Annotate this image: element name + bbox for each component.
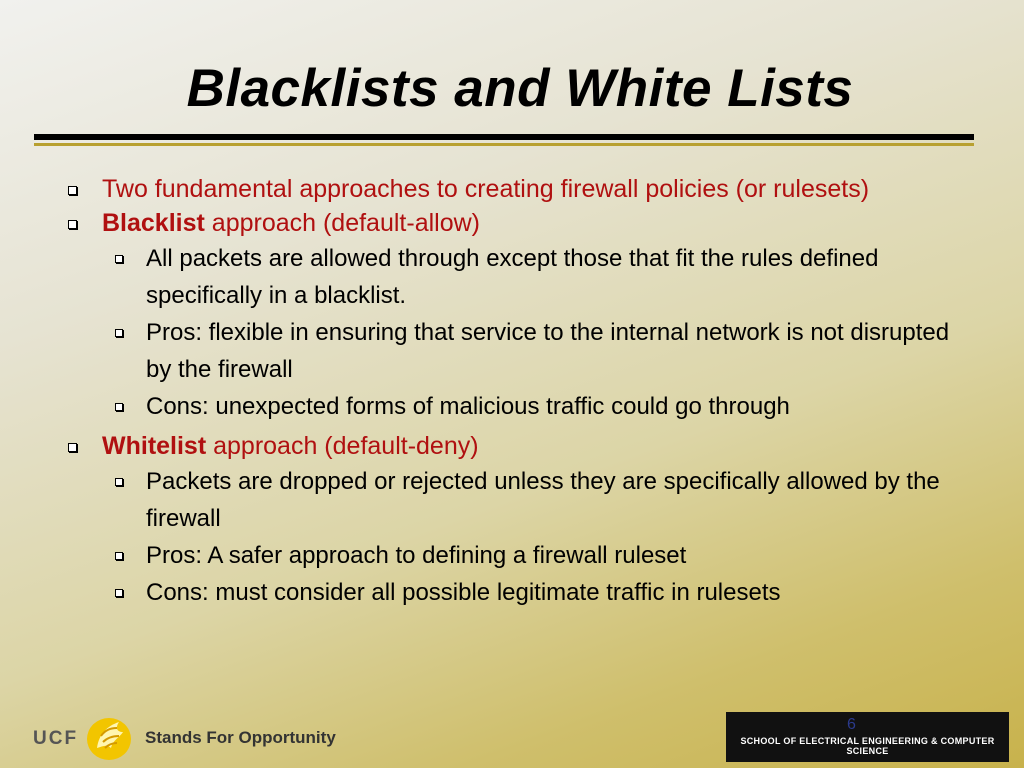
sub-bullet xyxy=(60,463,960,537)
school-banner xyxy=(726,712,1009,762)
sub-bullet xyxy=(60,574,960,611)
square-bullet-icon xyxy=(115,589,123,597)
title-rule-thick xyxy=(34,134,974,140)
bullet-text: approach (default-deny) xyxy=(206,432,479,460)
bullet-keyword: Blacklist xyxy=(102,209,205,237)
bullet-intro xyxy=(60,172,960,206)
sub-bullet xyxy=(60,537,960,574)
bullet-text: approach (default-allow) xyxy=(204,209,480,237)
sub-bullet-text: Cons: unexpected forms of malicious traffic could go through xyxy=(146,393,790,420)
bullet-whitelist xyxy=(60,429,960,463)
square-bullet-icon xyxy=(68,186,77,195)
bullet-keyword: Whitelist xyxy=(102,432,207,460)
sub-bullet-text: Pros: flexible in ensuring that service to the internal network is not disrupted by the firewall xyxy=(146,319,950,383)
sub-bullet-text: All packets are allowed through except those that fit the rules defined specifically in a blacklist. xyxy=(146,245,879,309)
ucf-logo-text: UCF xyxy=(33,728,79,749)
slide-title: Blacklists and White Lists xyxy=(186,59,854,118)
sub-bullet-text: Cons: must consider all possible legitimate traffic in rulesets xyxy=(146,579,781,606)
sub-bullet-text: Pros: A safer approach to defining a firewall ruleset xyxy=(146,542,687,569)
pegasus-icon xyxy=(83,712,135,762)
tagline: Stands For Opportunity xyxy=(145,728,336,747)
bullet-text: Two fundamental approaches to creating firewall policies (or rulesets) xyxy=(102,175,870,203)
sub-bullet xyxy=(60,240,960,314)
square-bullet-icon xyxy=(115,329,123,337)
sub-bullet-text: Packets are dropped or rejected unless they are specifically allowed by the firewall xyxy=(146,468,940,532)
square-bullet-icon xyxy=(115,552,123,560)
square-bullet-icon xyxy=(115,478,123,486)
page-number: 6 xyxy=(847,716,856,733)
square-bullet-icon xyxy=(68,443,77,452)
square-bullet-icon xyxy=(68,220,77,229)
square-bullet-icon xyxy=(115,403,123,411)
school-name: SCHOOL OF ELECTRICAL ENGINEERING & COMPUTER SCIENCE xyxy=(740,736,995,756)
bullet-blacklist xyxy=(60,206,960,240)
sub-bullet xyxy=(60,314,960,388)
bullet-list xyxy=(60,172,960,611)
sub-bullet xyxy=(60,388,960,425)
square-bullet-icon xyxy=(115,255,123,263)
title-rule-thin xyxy=(34,143,974,146)
